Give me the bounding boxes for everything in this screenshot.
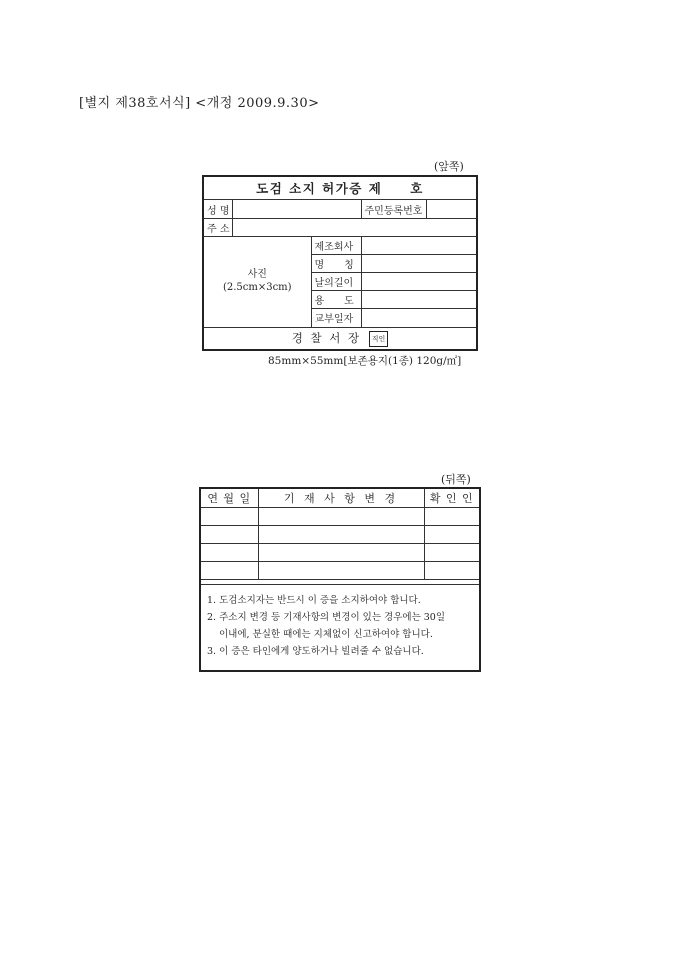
changes-column-header: 기 재 사 항 변 경: [258, 489, 424, 508]
address-label: 주 소: [204, 218, 232, 236]
manufacturer-field: [361, 236, 476, 254]
issuer-label: 경 찰 서 장: [291, 330, 362, 345]
issue-date-field: [361, 309, 476, 327]
license-front-card: [202, 175, 478, 351]
manufacturer-label: 제조회사: [311, 236, 361, 254]
note-item: 2. 주소지 변경 등 기재사항의 변경이 있는 경우에는 30일: [207, 612, 446, 623]
table-row: [201, 526, 479, 544]
date-column-header: 연 월 일: [201, 489, 258, 508]
photo-size: (2.5cm×3cm): [222, 281, 292, 293]
back-side-label: (뒤쪽): [441, 473, 471, 486]
item-name-label: 명 칭: [311, 254, 361, 272]
resident-no-label: 주민등록번호: [361, 200, 426, 218]
blade-length-label: 날의길이: [311, 273, 361, 291]
table-row: [201, 508, 479, 526]
address-field: [232, 218, 476, 236]
usage-field: [361, 291, 476, 309]
usage-label: 용 도: [311, 291, 361, 309]
table-row: [201, 544, 479, 562]
issue-date-label: 교부일자: [311, 309, 361, 327]
note-item: 3. 이 증은 타인에게 양도하거나 빌려줄 수 없습니다.: [207, 646, 424, 657]
item-name-field: [361, 254, 476, 272]
name-field: [232, 200, 361, 218]
resident-no-field: [426, 200, 476, 218]
form-heading: [별지 제38호서식] <개정 2009.9.30>: [79, 96, 320, 111]
license-title: 도검 소지 허가증 제 호: [204, 177, 476, 200]
front-side-label: (앞쪽): [434, 160, 464, 173]
note-item: 1. 도검소지자는 반드시 이 증을 소지하여야 합니다.: [207, 595, 421, 606]
paper-spec: 85mm×55mm[보존용지(1종) 120g/㎡]: [268, 355, 462, 367]
name-label: 성 명: [204, 200, 232, 218]
confirm-column-header: 확 인 인: [424, 489, 479, 508]
photo-label: 사진: [247, 269, 267, 281]
table-row: [201, 562, 479, 580]
issuer-row: [204, 327, 476, 349]
license-back-card: [199, 487, 481, 672]
note-item: 이내에, 분실한 때에는 지체없이 신고하여야 합니다.: [219, 629, 433, 640]
photo-box: [204, 236, 311, 327]
blade-length-field: [361, 273, 476, 291]
notes-section: [201, 584, 479, 660]
official-seal-box: 직인: [369, 331, 389, 347]
